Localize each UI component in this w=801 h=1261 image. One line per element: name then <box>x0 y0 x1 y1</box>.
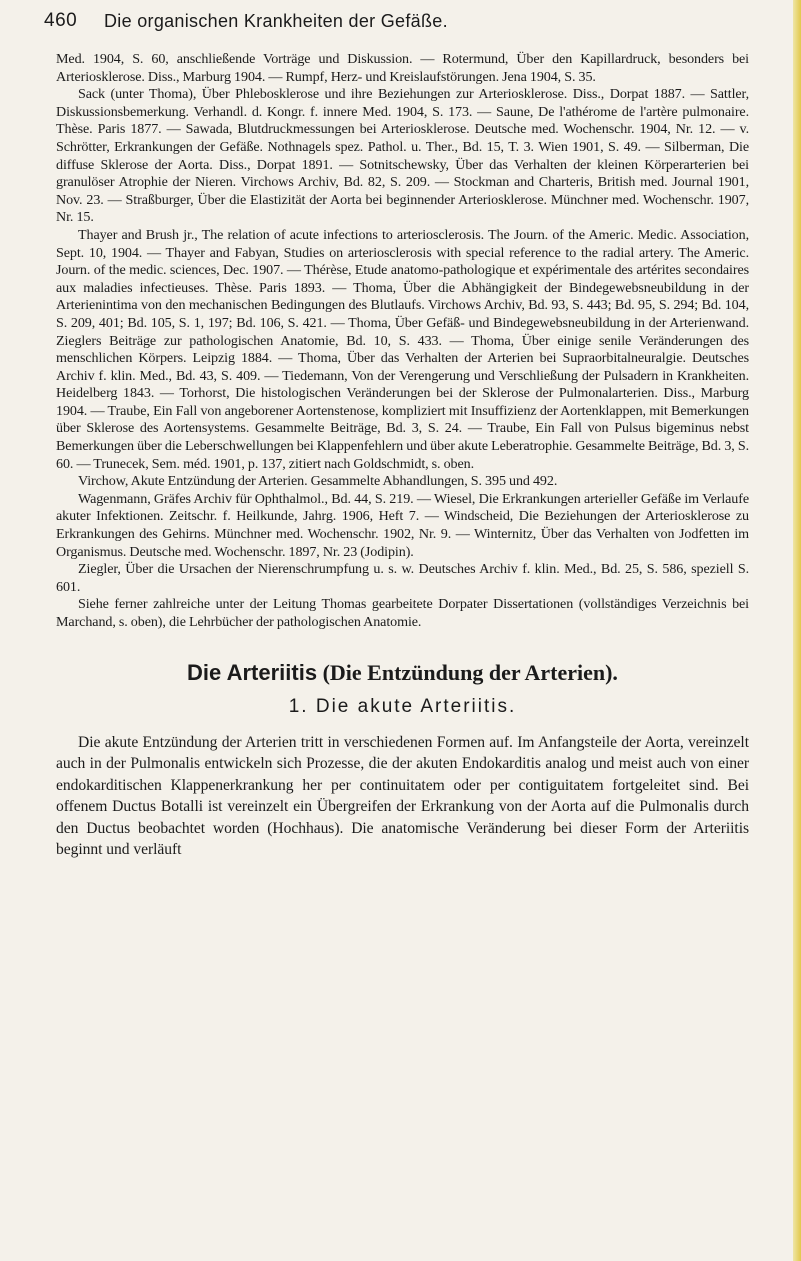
section-title-rest: (Die Entzündung der Arterien). <box>322 659 618 685</box>
section-title-main: Die Arteriitis <box>187 659 318 685</box>
bibliography-paragraph: Sack (unter Thoma), Über Phlebosklerose und ihre Beziehungen zur Arteriosklerose. Diss., Dorpat 1887. — Sattler, Diskussionsbemerkung. Verhandl. d. Kongr. f. innere Med. 1904, S. 173. — Saune, De l'athérome de l'artère pulmonaire. Thèse. Paris 1877. — Sawada, Blutdruckmessungen bei Arteriosklerose. Deutsche med. Wochenschr. 1904, Nr. 12. — v. Schrötter, Erkrankungen der Gefäße. Nothnagels spez. Pathol. u. Ther., Bd. 15, T. 3. Wien 1901, S. 49. — Silberman, Die diffuse Sklerose der Aorta. Diss., Dorpat 1891. — Sotnitschewsky, Über das Verhalten der kleinen Körperarterien bei granulöser Atrophie der Nieren. Virchows Archiv, Bd. 82, S. 209. — Stockman and Charteris, British med. Journal 1901, Nov. 23. — Straßburger, Über die Elastizität der Aorta bei beginnender Arteriosklerose. Münchner med. Wochenschr. 1907, Nr. 15. <box>56 86 749 226</box>
page-edge-shadow <box>793 0 801 1261</box>
bibliography <box>56 51 749 632</box>
bibliography-paragraph: Med. 1904, S. 60, anschließende Vorträge und Diskussion. — Rotermund, Über den Kapillardruck, besonders bei Arteriosklerose. Diss., Marburg 1904. — Rumpf, Herz- und Kreislaufstörungen. Jena 1904, S. 35. <box>56 51 749 85</box>
bibliography-paragraph: Virchow, Akute Entzündung der Arterien. Gesammelte Abhandlungen, S. 395 und 492. <box>78 473 558 490</box>
bibliography-paragraph: Siehe ferner zahlreiche unter der Leitung Thomas gearbeitete Dorpater Dissertationen (vollständiges Verzeichnis bei Marchand, s. oben), die Lehrbücher der pathologischen Anatomie. <box>56 596 749 630</box>
section-paragraph: Die akute Entzündung der Arterien tritt in verschiedenen Formen auf. Im Anfangsteile der Aorta, vereinzelt auch in der Pulmonalis entwickeln sich Prozesse, die der akuten Endokarditis analog und meist auch von einer endokarditischen Klappenerkrankung her per continuitatem oder per contiguitatem fortgeleitet sind. Bei offenem Ductus Botalli ist vereinzelt ein Übergreifen der Erkrankung von der Aorta auf die Pulmonalis durch den Ductus beobachtet worden (Hochhaus). Die anatomische Veränderung bei dieser Form der Arteriitis beginnt und verläuft <box>56 733 749 859</box>
bibliography-paragraph: Ziegler, Über die Ursachen der Nierenschrumpfung u. s. w. Deutsches Archiv f. klin. Med., Bd. 25, S. 586, speziell S. 601. <box>56 561 749 595</box>
page-number: 460 <box>44 10 78 31</box>
running-title: Die organischen Krankheiten der Gefäße. <box>104 11 448 31</box>
bibliography-paragraph: Wagenmann, Gräfes Archiv für Ophthalmol., Bd. 44, S. 219. — Wiesel, Die Erkrankungen arterieller Gefäße im Verlaufe akuter Infektionen. Zeitschr. f. Heilkunde, Jahrg. 1906, Heft 7. — Windscheid, Die Beziehungen der Arteriosklerose zu Erkrankungen des Gehirns. Münchner med. Wochenschr. 1902, Nr. 9. — Winternitz, Über das Verhalten von Jodfetten im Organismus. Deutsche med. Wochenschr. 1897, Nr. 23 (Jodipin). <box>56 490 749 560</box>
section-title <box>56 658 749 688</box>
bibliography-paragraph: Thayer and Brush jr., The relation of acute infections to arteriosclerosis. The Journ. of the Americ. Medic. Association, Sept. 10, 1904. — Thayer and Fabyan, Studies on arteriosclerosis with special reference to the radial artery. The Americ. Journ. of the medic. sciences, Dec. 1907. — Thérèse, Etude anatomo-pathologique et expérimentale des artérites secondaires aux maladies infectieuses. Thèse. Paris 1893. — Thoma, Über die Abhängigkeit der Bindegewebsneubildung in der Arterienintima von den mechanischen Bedingungen des Blutlaufs. Virchows Archiv, Bd. 93, S. 443; Bd. 95, S. 294; Bd. 104, S. 209, 401; Bd. 105, S. 1, 197; Bd. 106, S. 421. — Thoma, Über Gefäß- und Bindegewebsneubildung in der Arterienwand. Zieglers Beiträge zur pathologischen Anatomie, Bd. 10, S. 433. — Thoma, Über einige senile Veränderungen des menschlichen Körpers. Leipzig 1884. — Thoma, Über das Verhalten der Arterien bei Supraorbitalneuralgie. Deutsches Archiv f. klin. Med., Bd. 43, S. 409. — Tiedemann, Von der Verengerung und Verschließung der Pulsadern in Krankheiten. Heidelberg 1843. — Torhorst, Die histologischen Veränderungen bei der Sklerose der Pulmonalarterien. Diss., Marburg 1904. — Traube, Ein Fall von angeborener Aortenstenose, kompliziert mit Insuffizienz der Aortenklappen, mit Bemerkungen über Sklerose des Aortensystems. Gesammelte Beiträge, Bd. 3, S. 24. — Traube, Ein Fall von Pulsus bigeminus nebst Bemerkungen über die Leberschwellungen bei Klappenfehlern und über akute Leberatrophie. Gesammelte Beiträge, Bd. 3, S. 60. — Trunecek, Sem. méd. 1901, p. 137, zitiert nach Goldschmidt, s. oben. <box>56 226 749 472</box>
page-content <box>56 51 749 861</box>
subsection-title: 1. Die akute Arteriitis. <box>288 695 517 717</box>
running-header <box>44 10 731 34</box>
